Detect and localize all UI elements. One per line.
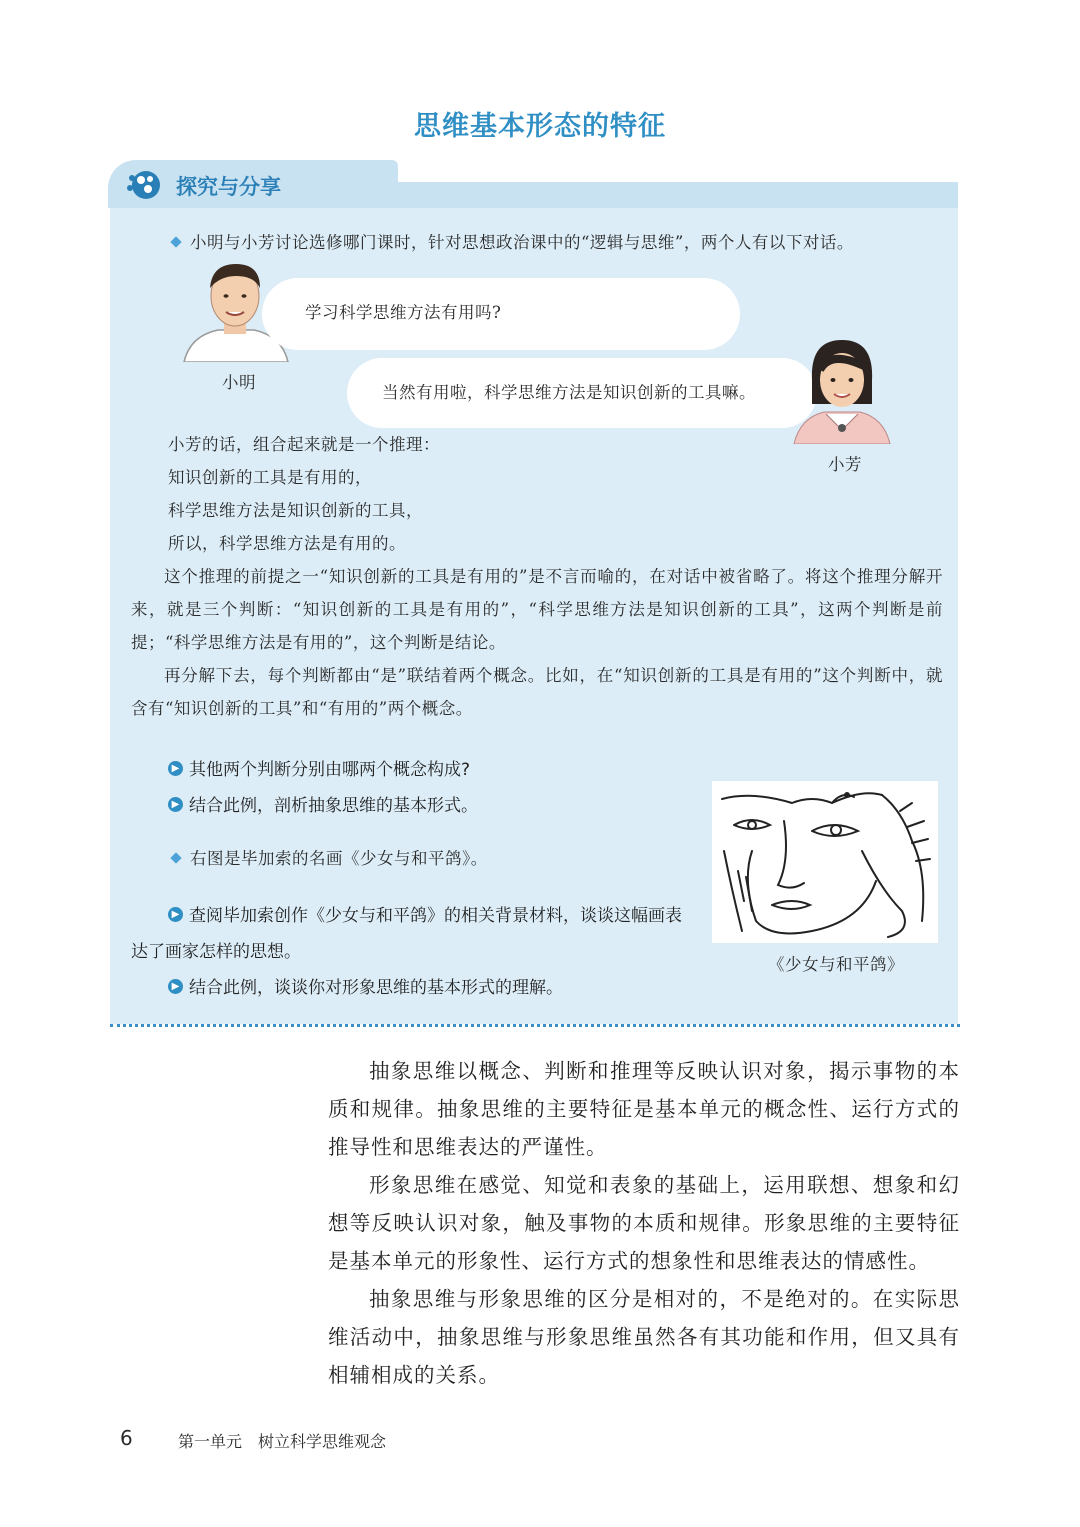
- picasso-drawing: [712, 781, 938, 943]
- page-number: 6: [120, 1426, 133, 1450]
- panel-paragraphs: [131, 560, 943, 725]
- section-divider: [110, 1024, 960, 1027]
- section-header-bar: [395, 182, 958, 208]
- girl-and-dove-illustration: [712, 781, 938, 943]
- xiaoming-name: 小明: [222, 373, 256, 392]
- question-item: ▶ 其他两个判断分别由哪两个概念构成?: [168, 752, 478, 788]
- question-item: ▶ 查阅毕加索创作《少女与和平鸽》的相关背景材料，谈谈这幅画表达了画家怎样的思想。: [131, 906, 682, 962]
- diamond-bullet-icon: [170, 852, 181, 863]
- picasso-intro: 右图是毕加索的名画《少女与和平鸽》。: [172, 842, 488, 875]
- section-label: 探究与分享: [176, 175, 281, 199]
- body-paragraph: 形象思维在感觉、知觉和表象的基础上，运用联想、想象和幻想等反映认识对象，触及事物的本质和规律。形象思维的主要特征是基本单元的形象性、运行方式的想象性和思维表达的情感性。: [328, 1173, 960, 1273]
- reasoning-line: 小芳的话，组合起来就是一个推理：: [168, 435, 440, 454]
- arrow-bullet-icon: ▶: [168, 907, 183, 922]
- question-item: ▶ 结合此例，剖析抽象思维的基本形式。: [168, 788, 478, 824]
- body-paragraph: 抽象思维以概念、判断和推理等反映认识对象，揭示事物的本质和规律。抽象思维的主要特征是基本单元的概念性、运行方式的推导性和思维表达的严谨性。: [328, 1059, 960, 1159]
- xiaofang-name: 小芳: [828, 455, 862, 474]
- diamond-bullet-icon: [170, 236, 181, 247]
- xiaofang-speech: 当然有用啦，科学思维方法是知识创新的工具嘛。: [382, 383, 756, 402]
- panel-paragraph: 这个推理的前提之一“知识创新的工具是有用的”是不言而喻的，在对话中被省略了。将这个推理分解开来，就是三个判断：“知识创新的工具是有用的”，“科学思维方法是知识创新的工具”，这两个判断是前提；“科学思维方法是有用的”，这个判断是结论。: [131, 567, 943, 652]
- page-title: 思维基本形态的特征: [414, 111, 666, 142]
- questions-group-1: [168, 752, 478, 824]
- intro-text: 小明与小芳讨论选修哪门课时，针对思想政治课中的“逻辑与思维”，两个人有以下对话。: [172, 226, 952, 259]
- arrow-bullet-icon: ▶: [168, 761, 183, 776]
- panel-paragraph: 再分解下去，每个判断都由“是”联结着两个概念。比如，在“知识创新的工具是有用的”这个判断中，就含有“知识创新的工具”和“有用的”两个概念。: [131, 666, 943, 718]
- xiaoming-speech: 学习科学思维方法有用吗?: [305, 303, 502, 322]
- arrow-bullet-icon: ▶: [168, 979, 183, 994]
- question-item: ▶ 结合此例，谈谈你对形象思维的基本形式的理解。: [131, 970, 691, 1006]
- body-paragraph: 抽象思维与形象思维的区分是相对的，不是绝对的。在实际思维活动中，抽象思维与形象思维虽然各有其功能和作用，但又具有相辅相成的关系。: [328, 1287, 960, 1387]
- picture-caption: 《少女与和平鸽》: [768, 955, 904, 974]
- explore-icon: [126, 166, 162, 202]
- main-body: [328, 1052, 960, 1394]
- reasoning-line: 科学思维方法是知识创新的工具，: [168, 501, 423, 520]
- arrow-bullet-icon: ▶: [168, 797, 183, 812]
- reasoning-line: 所以，科学思维方法是有用的。: [168, 534, 406, 553]
- reasoning-line: 知识创新的工具是有用的，: [168, 468, 372, 487]
- reasoning-block: [168, 428, 808, 560]
- footer-unit: 第一单元 树立科学思维观念: [178, 1432, 387, 1451]
